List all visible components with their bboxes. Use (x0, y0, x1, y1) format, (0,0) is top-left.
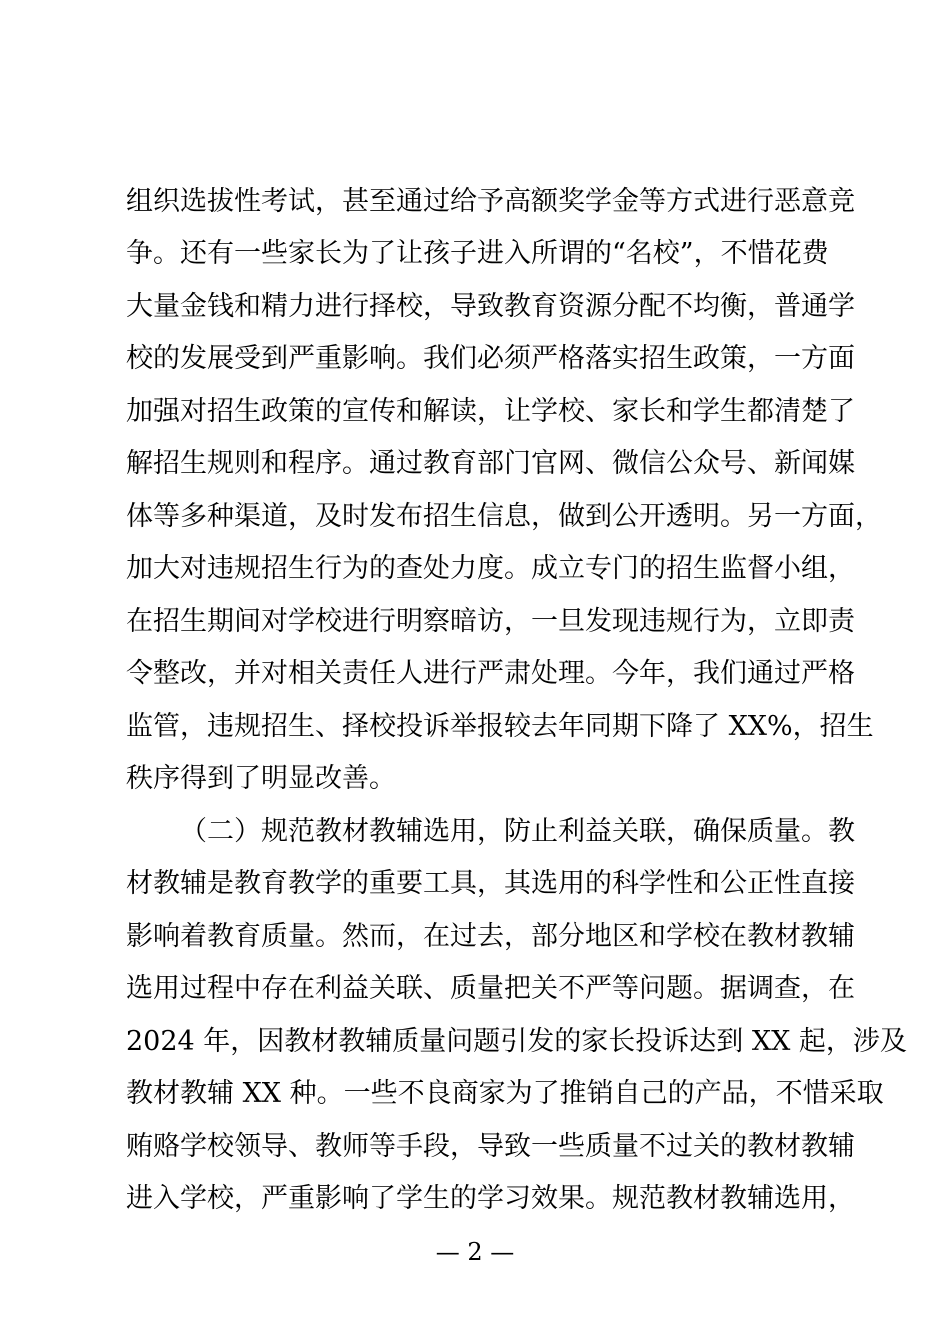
text-line: 在招生期间对学校进行明察暗访，一旦发现违规行为，立即责 (126, 606, 855, 637)
text-line: 令整改，并对相关责任人进行严肃处理。今年，我们通过严格 (126, 658, 855, 689)
text-line: 监管，违规招生、择校投诉举报较去年同期下降了 XX%，招生 (126, 711, 874, 742)
text-line: 2024 年，因教材教辅质量问题引发的家长投诉达到 XX 起，涉及 (126, 1026, 907, 1057)
text-line: 校的发展受到严重影响。我们必须严格落实招生政策，一方面 (126, 343, 855, 374)
text-line: 体等多种渠道，及时发布招生信息，做到公开透明。另一方面， (126, 501, 882, 532)
text-line: 进入学校，严重影响了学生的学习效果。规范教材教辅选用， (126, 1183, 855, 1214)
text-line: 影响着教育质量。然而，在过去，部分地区和学校在教材教辅 (126, 921, 855, 952)
text-line: 解招生规则和程序。通过教育部门官网、微信公众号、新闻媒 (126, 448, 855, 479)
text-line: 加大对违规招生行为的查处力度。成立专门的招生监督小组， (126, 553, 855, 584)
page-number: — 2 — (435, 1238, 515, 1266)
text-line: 教材教辅 XX 种。一些不良商家为了推销自己的产品，不惜采取 (126, 1078, 884, 1109)
text-line: 组织选拔性考试，甚至通过给予高额奖学金等方式进行恶意竞 (126, 186, 855, 217)
text-line: 争。还有一些家长为了让孩子进入所谓的“名校”，不惜花费 (126, 238, 829, 269)
text-line: 秩序得到了明显改善。 (126, 763, 396, 794)
text-line: 选用过程中存在利益关联、质量把关不严等问题。据调查，在 (126, 973, 855, 1004)
section-heading-line: （二）规范教材教辅选用，防止利益关联，确保质量。教 (180, 816, 855, 847)
text-line: 加强对招生政策的宣传和解读，让学校、家长和学生都清楚了 (126, 396, 855, 427)
text-line: 大量金钱和精力进行择校，导致教育资源分配不均衡，普通学 (126, 291, 855, 322)
text-line: 贿赂学校领导、教师等手段，导致一些质量不过关的教材教辅 (126, 1131, 855, 1162)
text-line: 材教辅是教育教学的重要工具，其选用的科学性和公正性直接 (126, 868, 855, 899)
